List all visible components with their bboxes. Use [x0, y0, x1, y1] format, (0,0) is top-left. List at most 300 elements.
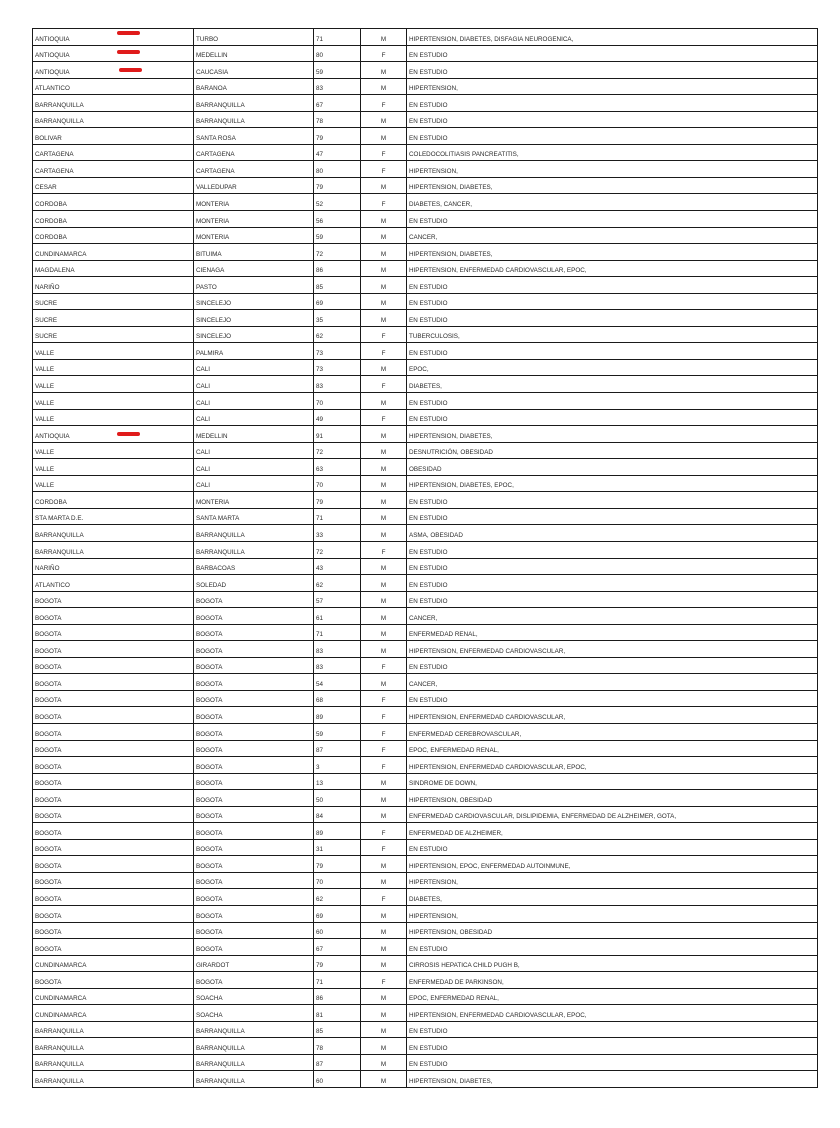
municipality-cell — [194, 492, 314, 509]
age-cell — [314, 575, 361, 592]
conditions-cell — [407, 194, 818, 211]
municipality-cell-text: CALI — [196, 366, 210, 374]
municipality-cell — [194, 161, 314, 178]
conditions-cell-text: CANCER, — [409, 614, 438, 622]
municipality-cell-text: BARRANQUILLA — [196, 101, 245, 109]
age-cell — [314, 260, 361, 277]
municipality-cell-text: CALI — [196, 482, 210, 490]
age-cell-text: 83 — [316, 383, 324, 391]
sex-cell-text: F — [381, 349, 386, 357]
department-cell-text: CORDOBA — [35, 217, 67, 225]
age-cell — [314, 591, 361, 608]
municipality-cell-text: SANTA ROSA — [196, 134, 236, 142]
age-cell — [314, 823, 361, 840]
sex-cell-text: M — [380, 1028, 387, 1036]
sex-cell-text: F — [381, 548, 386, 556]
table-row — [33, 144, 818, 161]
conditions-cell-text: EN ESTUDIO — [409, 52, 448, 60]
department-cell-text: CARTAGENA — [35, 151, 74, 159]
sex-cell — [361, 905, 407, 922]
conditions-cell — [407, 62, 818, 79]
age-cell-text: 71 — [316, 631, 324, 639]
table-row — [33, 343, 818, 360]
conditions-cell-text: HIPERTENSION, ENFERMEDAD CARDIOVASCULAR, EPOC, — [409, 763, 587, 771]
department-cell — [33, 641, 194, 658]
age-cell — [314, 442, 361, 459]
conditions-cell-text: HIPERTENSION, — [409, 879, 458, 887]
department-cell-text: BOGOTA — [35, 614, 62, 622]
conditions-cell-text: EPOC, ENFERMEDAD RENAL, — [409, 995, 499, 1003]
conditions-cell — [407, 293, 818, 310]
sex-cell — [361, 972, 407, 989]
department-cell-text: CORDOBA — [35, 201, 67, 209]
age-cell-text: 70 — [316, 399, 324, 407]
conditions-cell — [407, 45, 818, 62]
conditions-cell-text: HIPERTENSION, DIABETES, — [409, 432, 493, 440]
conditions-cell-text: EN ESTUDIO — [409, 118, 448, 126]
age-cell-text: 56 — [316, 217, 324, 225]
conditions-cell — [407, 922, 818, 939]
sex-cell — [361, 541, 407, 558]
sex-cell — [361, 723, 407, 740]
department-cell — [33, 939, 194, 956]
conditions-cell-text: OBESIDAD — [409, 465, 442, 473]
municipality-cell — [194, 939, 314, 956]
conditions-cell-text: DESNUTRICIÓN, OBESIDAD — [409, 449, 493, 457]
department-cell-text: BARRANQUILLA — [35, 1044, 84, 1052]
sex-cell-text: M — [380, 217, 387, 225]
municipality-cell — [194, 1038, 314, 1055]
municipality-cell-text: SOLEDAD — [196, 581, 227, 589]
department-cell-text: BOGOTA — [35, 829, 62, 837]
age-cell-text: 80 — [316, 52, 324, 60]
department-cell — [33, 541, 194, 558]
age-cell-text: 78 — [316, 1044, 324, 1052]
department-cell-text: BOGOTA — [35, 978, 62, 986]
conditions-cell — [407, 674, 818, 691]
conditions-cell-text: EN ESTUDIO — [409, 598, 448, 606]
municipality-cell-text: MONTERIA — [196, 217, 230, 225]
municipality-cell-text: BOGOTA — [196, 796, 223, 804]
conditions-cell — [407, 442, 818, 459]
age-cell — [314, 359, 361, 376]
department-cell — [33, 723, 194, 740]
sex-cell-text: M — [380, 118, 387, 126]
sex-cell-text: M — [380, 995, 387, 1003]
table-row — [33, 823, 818, 840]
sex-cell-text: M — [380, 432, 387, 440]
sex-cell — [361, 806, 407, 823]
table-row — [33, 773, 818, 790]
conditions-cell — [407, 690, 818, 707]
conditions-cell — [407, 277, 818, 294]
municipality-cell-text: CAUCASIA — [196, 68, 229, 76]
age-cell — [314, 293, 361, 310]
department-cell — [33, 409, 194, 426]
conditions-cell-text: EN ESTUDIO — [409, 664, 448, 672]
sex-cell-text: M — [380, 796, 387, 804]
department-cell — [33, 277, 194, 294]
department-cell-text: ANTIOQUIA — [35, 35, 70, 43]
department-cell — [33, 674, 194, 691]
age-cell — [314, 508, 361, 525]
municipality-cell — [194, 29, 314, 46]
age-cell — [314, 889, 361, 906]
age-cell-text: 3 — [316, 763, 320, 771]
sex-cell — [361, 674, 407, 691]
age-cell-text: 62 — [316, 333, 324, 341]
age-cell-text: 13 — [316, 780, 324, 788]
department-cell-text: BOGOTA — [35, 846, 62, 854]
conditions-cell-text: EN ESTUDIO — [409, 1044, 448, 1052]
sex-cell-text: M — [380, 598, 387, 606]
age-cell-text: 86 — [316, 995, 324, 1003]
age-cell — [314, 177, 361, 194]
table-row — [33, 839, 818, 856]
age-cell-text: 33 — [316, 531, 324, 539]
department-cell-text: CUNDINAMARCA — [35, 1011, 87, 1019]
age-cell-text: 54 — [316, 680, 324, 688]
table-row — [33, 78, 818, 95]
department-cell — [33, 988, 194, 1005]
sex-cell — [361, 575, 407, 592]
table-row — [33, 442, 818, 459]
municipality-cell-text: BARRANQUILLA — [196, 1078, 245, 1085]
table-row — [33, 459, 818, 476]
municipality-cell-text: BOGOTA — [196, 631, 223, 639]
conditions-cell — [407, 426, 818, 443]
sex-cell-text: F — [381, 763, 386, 771]
age-cell-text: 87 — [316, 1061, 324, 1069]
table-row — [33, 359, 818, 376]
municipality-cell-text: BARRANQUILLA — [196, 1061, 245, 1069]
sex-cell-text: M — [380, 85, 387, 93]
sex-cell — [361, 111, 407, 128]
department-cell-text: BOGOTA — [35, 598, 62, 606]
sex-cell — [361, 657, 407, 674]
age-cell — [314, 310, 361, 327]
conditions-cell — [407, 740, 818, 757]
conditions-cell — [407, 1038, 818, 1055]
sex-cell-text: M — [380, 482, 387, 490]
sex-cell — [361, 244, 407, 261]
table-row — [33, 905, 818, 922]
sex-cell-text: M — [380, 283, 387, 291]
municipality-cell — [194, 442, 314, 459]
sex-cell — [361, 211, 407, 228]
municipality-cell-text: BOGOTA — [196, 978, 223, 986]
department-cell — [33, 359, 194, 376]
age-cell-text: 62 — [316, 581, 324, 589]
department-cell-text: CESAR — [35, 184, 57, 192]
age-cell — [314, 740, 361, 757]
conditions-cell-text: EN ESTUDIO — [409, 945, 448, 953]
sex-cell-text: M — [380, 1078, 387, 1085]
sex-cell-text: M — [380, 1044, 387, 1052]
conditions-cell — [407, 657, 818, 674]
conditions-cell — [407, 144, 818, 161]
age-cell-text: 83 — [316, 85, 324, 93]
municipality-cell — [194, 393, 314, 410]
age-cell — [314, 757, 361, 774]
conditions-cell — [407, 1071, 818, 1088]
municipality-cell-text: BOGOTA — [196, 730, 223, 738]
table-row — [33, 525, 818, 542]
table-row — [33, 1005, 818, 1022]
age-cell — [314, 839, 361, 856]
age-cell-text: 47 — [316, 151, 324, 159]
sex-cell-text: M — [380, 399, 387, 407]
age-cell — [314, 244, 361, 261]
sex-cell — [361, 707, 407, 724]
age-cell-text: 60 — [316, 929, 324, 937]
table-row — [33, 508, 818, 525]
conditions-cell — [407, 641, 818, 658]
table-row — [33, 409, 818, 426]
municipality-cell-text: VALLEDUPAR — [196, 184, 237, 192]
table-row — [33, 790, 818, 807]
age-cell — [314, 558, 361, 575]
conditions-cell-text: HIPERTENSION, — [409, 912, 458, 920]
municipality-cell-text: BARRANQUILLA — [196, 1044, 245, 1052]
conditions-cell — [407, 608, 818, 625]
age-cell-text: 81 — [316, 1011, 324, 1019]
department-cell-text: BOGOTA — [35, 912, 62, 920]
municipality-cell-text: SOACHA — [196, 1011, 223, 1019]
department-cell-text: BOGOTA — [35, 647, 62, 655]
sex-cell — [361, 889, 407, 906]
table-row — [33, 161, 818, 178]
sex-cell-text: F — [381, 713, 386, 721]
conditions-cell — [407, 111, 818, 128]
patient-table — [32, 28, 818, 1088]
conditions-cell — [407, 839, 818, 856]
table-row — [33, 227, 818, 244]
age-cell — [314, 1054, 361, 1071]
department-cell-text: BOGOTA — [35, 813, 62, 821]
conditions-cell-text: HIPERTENSION, ENFERMEDAD CARDIOVASCULAR, EPOC, — [409, 1011, 587, 1019]
sex-cell — [361, 939, 407, 956]
municipality-cell — [194, 823, 314, 840]
department-cell — [33, 393, 194, 410]
conditions-cell-text: EN ESTUDIO — [409, 416, 448, 424]
department-cell — [33, 905, 194, 922]
table-row — [33, 757, 818, 774]
table-row — [33, 310, 818, 327]
municipality-cell-text: BITUIMA — [196, 250, 222, 258]
department-cell-text: BOGOTA — [35, 680, 62, 688]
municipality-cell — [194, 790, 314, 807]
sex-cell — [361, 988, 407, 1005]
conditions-cell-text: SINDROME DE DOWN, — [409, 780, 477, 788]
conditions-cell-text: HIPERTENSION, DIABETES, — [409, 184, 493, 192]
municipality-cell-text: MONTERIA — [196, 498, 230, 506]
age-cell — [314, 29, 361, 46]
department-cell-text: VALLE — [35, 449, 55, 457]
department-cell-text: BOGOTA — [35, 780, 62, 788]
conditions-cell-text: EN ESTUDIO — [409, 515, 448, 523]
sex-cell — [361, 773, 407, 790]
conditions-cell-text: EN ESTUDIO — [409, 217, 448, 225]
sex-cell — [361, 922, 407, 939]
department-cell-text: BOGOTA — [35, 747, 62, 755]
conditions-cell-text: EN ESTUDIO — [409, 565, 448, 573]
municipality-cell-text: BARRANQUILLA — [196, 1028, 245, 1036]
age-cell — [314, 1038, 361, 1055]
municipality-cell-text: BOGOTA — [196, 912, 223, 920]
department-cell — [33, 95, 194, 112]
municipality-cell-text: BOGOTA — [196, 614, 223, 622]
conditions-cell-text: ENFERMEDAD CARDIOVASCULAR, DISLIPIDEMIA, ENFERMEDAD DE ALZHEIMER, GOTA, — [409, 813, 677, 821]
age-cell-text: 61 — [316, 614, 324, 622]
table-row — [33, 955, 818, 972]
conditions-cell — [407, 459, 818, 476]
sex-cell — [361, 823, 407, 840]
sex-cell-text: F — [381, 416, 386, 424]
sex-cell — [361, 1021, 407, 1038]
conditions-cell — [407, 128, 818, 145]
conditions-cell-text: HIPERTENSION, ENFERMEDAD CARDIOVASCULAR, EPOC, — [409, 267, 587, 275]
sex-cell — [361, 45, 407, 62]
sex-cell-text: M — [380, 631, 387, 639]
department-cell — [33, 657, 194, 674]
conditions-cell-text: ENFERMEDAD DE PARKINSON, — [409, 978, 504, 986]
department-cell-text: BOGOTA — [35, 713, 62, 721]
table-row — [33, 177, 818, 194]
age-cell — [314, 45, 361, 62]
table-row — [33, 277, 818, 294]
conditions-cell-text: EN ESTUDIO — [409, 316, 448, 324]
department-cell — [33, 856, 194, 873]
conditions-cell — [407, 95, 818, 112]
municipality-cell — [194, 260, 314, 277]
municipality-cell-text: BOGOTA — [196, 879, 223, 887]
municipality-cell — [194, 674, 314, 691]
department-cell-text: STA MARTA D.E. — [35, 515, 84, 523]
municipality-cell-text: BOGOTA — [196, 713, 223, 721]
department-cell — [33, 806, 194, 823]
table-row — [33, 806, 818, 823]
department-cell — [33, 426, 194, 443]
table-row — [33, 29, 818, 46]
conditions-cell — [407, 806, 818, 823]
age-cell-text: 86 — [316, 267, 324, 275]
redaction-mark — [117, 432, 140, 436]
conditions-cell-text: ENFERMEDAD DE ALZHEIMER, — [409, 829, 503, 837]
age-cell — [314, 376, 361, 393]
sex-cell-text: M — [380, 35, 387, 43]
age-cell-text: 79 — [316, 862, 324, 870]
sex-cell — [361, 227, 407, 244]
conditions-cell — [407, 177, 818, 194]
sex-cell-text: M — [380, 498, 387, 506]
conditions-cell-text: HIPERTENSION, EPOC, ENFERMEDAD AUTOINMUNE, — [409, 862, 571, 870]
age-cell — [314, 1021, 361, 1038]
municipality-cell — [194, 1071, 314, 1088]
conditions-cell-text: EN ESTUDIO — [409, 697, 448, 705]
sex-cell — [361, 475, 407, 492]
department-cell — [33, 839, 194, 856]
table-row — [33, 260, 818, 277]
municipality-cell-text: BOGOTA — [196, 780, 223, 788]
age-cell-text: 73 — [316, 366, 324, 374]
department-cell — [33, 128, 194, 145]
conditions-cell-text: EN ESTUDIO — [409, 134, 448, 142]
municipality-cell-text: PASTO — [196, 283, 217, 291]
conditions-cell — [407, 1005, 818, 1022]
conditions-cell-text: DIABETES, — [409, 895, 442, 903]
age-cell-text: 85 — [316, 1028, 324, 1036]
conditions-cell — [407, 260, 818, 277]
municipality-cell — [194, 872, 314, 889]
department-cell-text: CARTAGENA — [35, 167, 74, 175]
table-row — [33, 376, 818, 393]
municipality-cell-text: BOGOTA — [196, 680, 223, 688]
department-cell — [33, 1038, 194, 1055]
age-cell — [314, 773, 361, 790]
conditions-cell — [407, 1021, 818, 1038]
age-cell — [314, 111, 361, 128]
sex-cell-text: M — [380, 465, 387, 473]
department-cell-text: BOGOTA — [35, 862, 62, 870]
municipality-cell — [194, 194, 314, 211]
municipality-cell — [194, 972, 314, 989]
municipality-cell-text: BARANOA — [196, 85, 227, 93]
conditions-cell — [407, 211, 818, 228]
table-row — [33, 889, 818, 906]
municipality-cell-text: SINCELEJO — [196, 333, 231, 341]
department-cell — [33, 343, 194, 360]
sex-cell-text: M — [380, 581, 387, 589]
municipality-cell-text: BOGOTA — [196, 697, 223, 705]
conditions-cell-text: HIPERTENSION, ENFERMEDAD CARDIOVASCULAR, — [409, 647, 566, 655]
conditions-cell-text: TUBERCULOSIS, — [409, 333, 460, 341]
conditions-cell-text: ENFERMEDAD CEREBROVASCULAR, — [409, 730, 522, 738]
department-cell — [33, 244, 194, 261]
sex-cell — [361, 1071, 407, 1088]
conditions-cell-text: HIPERTENSION, ENFERMEDAD CARDIOVASCULAR, — [409, 713, 566, 721]
department-cell — [33, 823, 194, 840]
table-row — [33, 641, 818, 658]
sex-cell — [361, 161, 407, 178]
age-cell — [314, 690, 361, 707]
conditions-cell-text: EN ESTUDIO — [409, 349, 448, 357]
sex-cell — [361, 790, 407, 807]
department-cell-text: ANTIOQUIA — [35, 432, 70, 440]
department-cell — [33, 757, 194, 774]
department-cell — [33, 442, 194, 459]
sex-cell — [361, 1038, 407, 1055]
age-cell-text: 49 — [316, 416, 324, 424]
age-cell — [314, 939, 361, 956]
table-row — [33, 922, 818, 939]
municipality-cell — [194, 591, 314, 608]
sex-cell — [361, 690, 407, 707]
municipality-cell — [194, 575, 314, 592]
department-cell — [33, 1054, 194, 1071]
sex-cell — [361, 872, 407, 889]
table-row — [33, 62, 818, 79]
table-row — [33, 988, 818, 1005]
age-cell-text: 72 — [316, 449, 324, 457]
conditions-cell-text: HIPERTENSION, — [409, 85, 458, 93]
department-cell-text: BOGOTA — [35, 879, 62, 887]
conditions-cell-text: EN ESTUDIO — [409, 581, 448, 589]
sex-cell-text: M — [380, 780, 387, 788]
municipality-cell-text: MONTERIA — [196, 234, 230, 242]
department-cell-text: NARIÑO — [35, 283, 60, 291]
department-cell-text: CORDOBA — [35, 498, 67, 506]
